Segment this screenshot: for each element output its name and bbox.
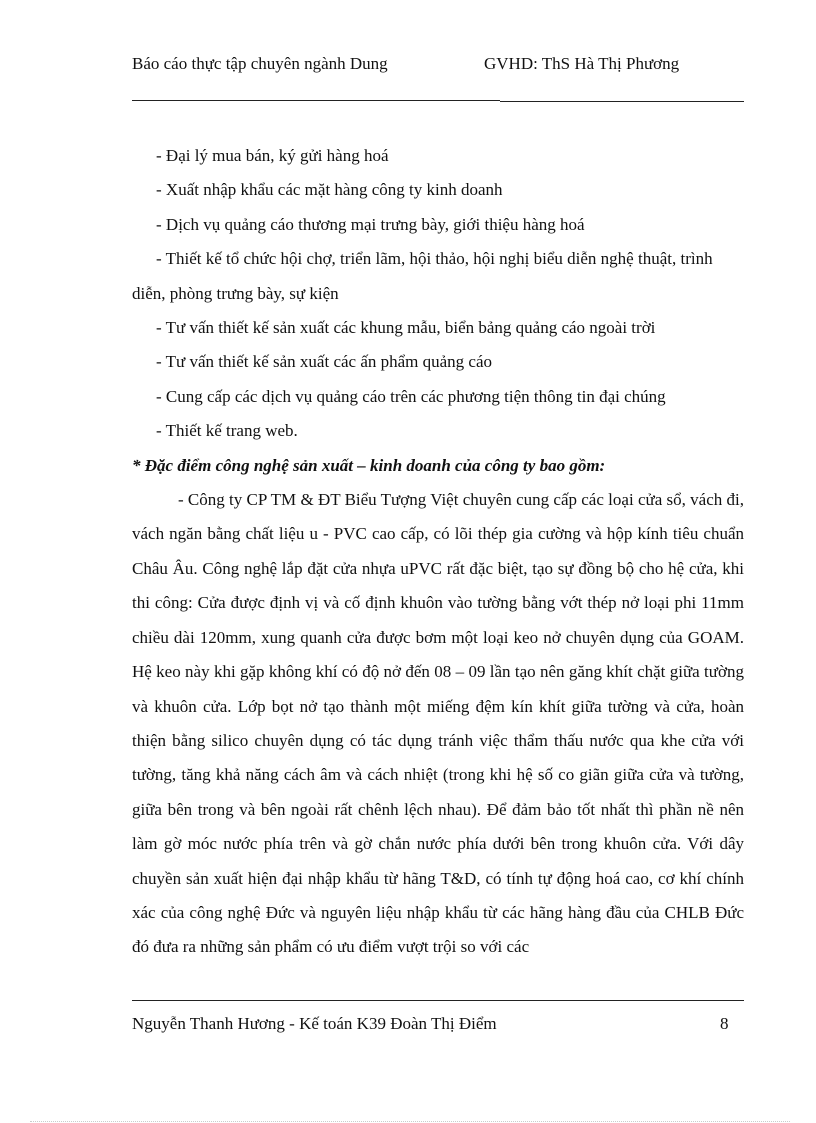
page-body	[132, 139, 744, 965]
body-paragraph: - Công ty CP TM & ĐT Biểu Tượng Việt chuyên cung cấp các loại cửa sổ, vách đi, vách ngăn bằng chất liệu u - PVC cao cấp, có lõi thép gia cường và hộp kính tiêu chuẩn Châu Âu. Công nghệ lắp đặt cửa nhựa uPVC rất đặc biệt, tạo sự đồng bộ cho hệ cửa, khi thi công: Cửa được định vị và cố định khuôn vào tường bằng vớt thép nở loại phi 11mm chiều dài 120mm, xung quanh cửa được bơm một loại keo nở chuyên dụng của GOAM. Hệ keo này khi gặp không khí có độ nở đến 08 – 09 lần tạo nên găng khít chặt giữa tường và khuôn cửa. Lớp bọt nở tạo thành một miếng đệm kín khít giữa tường và cửa, hoàn thiện bằng silico chuyên dụng có tác dụng tránh việc thẩm thấu nước qua khe cửa với tường, tăng khả năng cách âm và cách nhiệt (trong khi hệ số co giãn giữa cửa và tường, giữa bên trong và bên ngoài rất chênh lệch nhau). Để đảm bảo tốt nhất thì phần nề nên làm gờ móc nước phía trên và gờ chắn nước phía dưới bên trong khuôn cửa. Với dây chuyền sản xuất hiện đại nhập khẩu từ hãng T&D, có tính tự động hoá cao, cơ khí chính xác của công nghệ Đức và nguyên liệu nhập khẩu từ các hãng hàng đầu của CHLB Đức đó đưa ra những sản phẩm có ưu điểm vượt trội so với các	[132, 490, 744, 957]
list-item: - Thiết kế trang web.	[156, 421, 298, 441]
list-item: - Tư vấn thiết kế sản xuất các khung mẫu, biển bảng quảng cáo ngoài trời	[156, 318, 656, 338]
page-number: 8	[720, 1014, 729, 1033]
list-item: - Thiết kế tổ chức hội chợ, triển lãm, hội thảo, hội nghị biểu diễn nghệ thuật, trình diễn, phòng trưng bày, sự kiện	[132, 249, 713, 303]
header-divider	[132, 100, 500, 101]
section-heading: * Đặc điểm công nghệ sản xuất – kinh doanh của công ty bao gồm:	[132, 455, 606, 475]
footer-author: Nguyễn Thanh Hương - Kế toán K39 Đoàn Thị Điểm	[132, 1014, 497, 1033]
page-header	[132, 52, 744, 102]
header-report-title: Báo cáo thực tập chuyên ngành Dung	[132, 54, 388, 73]
footer-divider	[132, 1000, 744, 1001]
list-item: - Tư vấn thiết kế sản xuất các ấn phẩm quảng cáo	[156, 352, 493, 372]
page-edge-divider	[30, 1121, 790, 1122]
header-divider	[500, 101, 744, 102]
list-item: - Cung cấp các dịch vụ quảng cáo trên các phương tiện thông tin đại chúng	[156, 386, 666, 406]
list-item: - Đại lý mua bán, ký gửi hàng hoá	[156, 146, 389, 165]
business-lines-list	[132, 139, 744, 449]
header-supervisor: GVHD: ThS Hà Thị Phương	[484, 54, 680, 73]
list-item: - Dịch vụ quảng cáo thương mại trưng bày, giới thiệu hàng hoá	[156, 214, 585, 234]
list-item: - Xuất nhập khẩu các mặt hàng công ty kinh doanh	[156, 180, 503, 200]
